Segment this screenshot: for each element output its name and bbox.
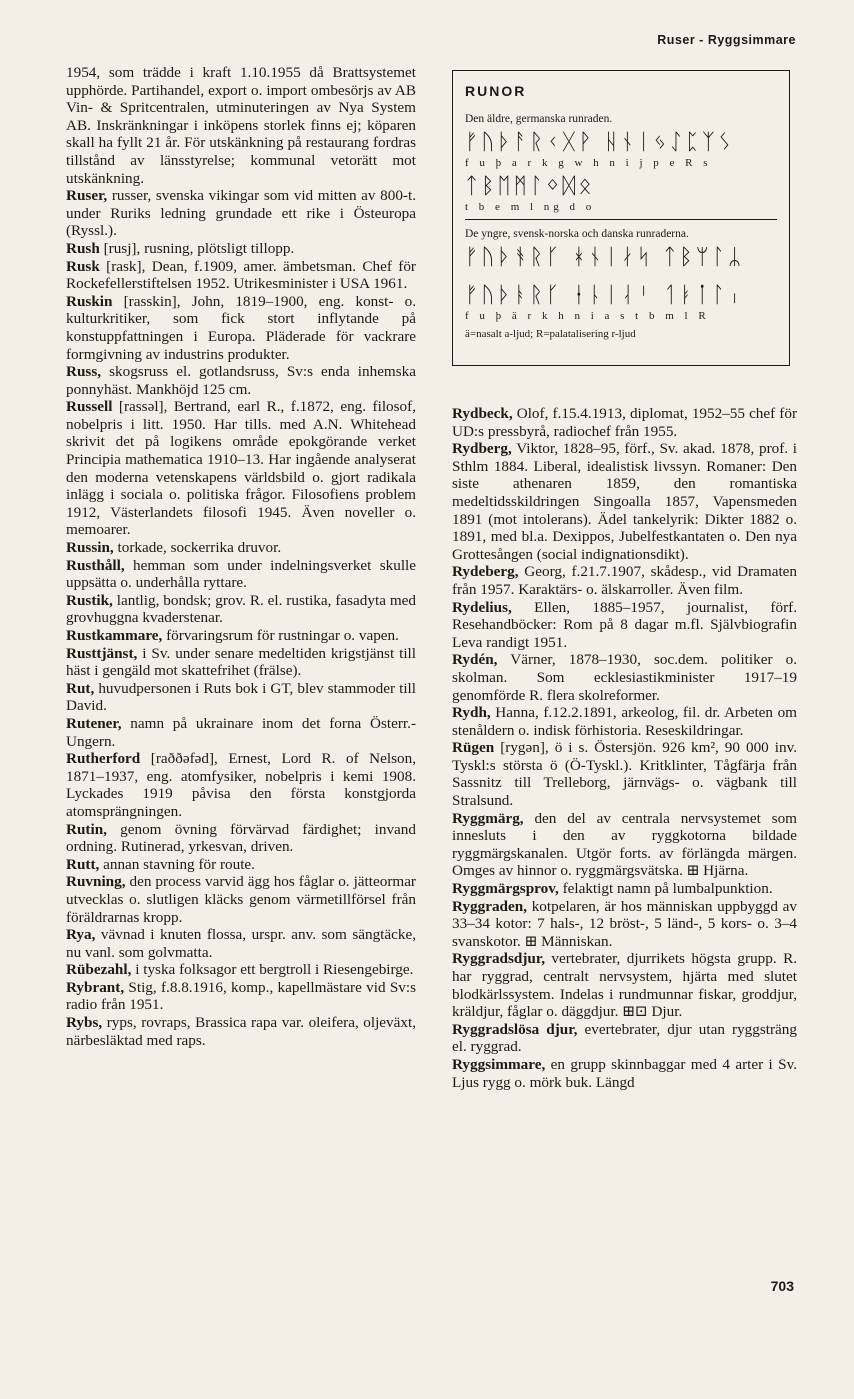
entry-headword: Rusthåll, xyxy=(66,556,125,574)
dictionary-entry xyxy=(452,599,797,652)
entry-text: annan stavning för route. xyxy=(99,855,255,873)
entry-headword: Rutener, xyxy=(66,714,122,732)
dictionary-entry xyxy=(452,563,797,598)
right-column xyxy=(452,405,797,1091)
entry-text: en grupp skinnbaggar med 4 arter i Sv. Ljus rygg o. mörk buk. Längd xyxy=(452,1055,797,1091)
dictionary-entry xyxy=(66,926,416,961)
entry-text: ryps, rovraps, Brassica rapa var. oleifera, oljeväxt, närbesläktad med raps. xyxy=(66,1014,416,1049)
dictionary-entry xyxy=(66,627,416,645)
entry-text: [rygən], ö i s. Östersjön. 926 km², 90 000 inv. Tyskl:s största ö (Ö-Tyskl.). Kritklinter, Tågfärja från Sassnitz till Trelleborg, järnvägs- o. vägbank till Stralsund. xyxy=(452,739,797,810)
runes-title: RUNOR xyxy=(465,83,527,99)
younger-runes-row-1: ᚠᚢᚦᚬᚱᚴ ᚼᚾᛁᛅᛋ ᛏᛒᛘᛚᛦ xyxy=(465,245,745,270)
dictionary-entry xyxy=(66,856,416,874)
entry-headword: Rya, xyxy=(66,926,96,944)
dictionary-entry xyxy=(452,739,797,809)
entry-text: huvudpersonen i Ruts bok i GT, blev stammoder till David. xyxy=(66,679,416,715)
entry-headword: Rübezahl, xyxy=(66,961,132,979)
entry-text: Ellen, 1885–1957, journalist, förf. Resehandböcker: Rom på 8 dagar m.fl. Självbiografin Leva randigt 1951. xyxy=(452,598,797,651)
entry-text: [raððəfəd], Ernest, Lord R. of Nelson, 1871–1937, eng. atomfysiker, nobelpris i kemi 1908. Lyckades 1919 påvisa den första konstgjorda atomsprängningen. xyxy=(66,750,416,820)
dictionary-entry xyxy=(66,750,416,820)
dictionary-entry xyxy=(452,810,797,880)
entry-headword: Rustkammare, xyxy=(66,627,163,644)
dictionary-entry xyxy=(452,880,797,898)
dictionary-entry xyxy=(66,539,416,557)
dictionary-entry xyxy=(452,704,797,739)
younger-runes-row-2: ᚠᚢᚦᚭᚱᚴ ᚽᚿᛁᛆᛌ ᛐᛓᛙᛚᛧ xyxy=(465,283,745,308)
entry-headword: Rydbeck, xyxy=(452,405,513,422)
entry-text: felaktigt namn på lumbalpunktion. xyxy=(558,880,773,898)
entry-text: Olof, f.15.4.1913, diplomat, 1952–55 chef för UD:s pressbyrå, radiochef från 1955. xyxy=(452,405,797,440)
entry-text: [rassəl], Bertrand, earl R., f.1872, eng. filosof, nobelpris i litt. 1950. Har tills. med A.N. Whitehead skrivit det på logikens område epokgörande verket Principia mathematica 1910–13. Har ingående analyserat den moderna vetenskapens världsbild o. gjort radikala inlägg i sociala o. politiska frågor. Filosofiens problem 1912, Västerlandets filosofi 1945. Även noveller o. memoarer. xyxy=(66,398,416,539)
entry-headword: Rydén, xyxy=(452,651,498,669)
entry-headword: Rush xyxy=(66,239,100,257)
entry-headword: Ryggradslösa djur, xyxy=(452,1020,578,1038)
entry-headword: Rusk xyxy=(66,257,100,275)
dictionary-entry xyxy=(66,363,416,398)
older-translit-2: t b e m l ng d o xyxy=(465,201,596,213)
entry-text: [rusj], rusning, plötsligt tillopp. xyxy=(99,239,295,257)
entry-headword: Ryggradsdjur, xyxy=(452,950,545,968)
runes-divider xyxy=(465,219,777,220)
dictionary-entry xyxy=(452,898,797,951)
entry-headword: Rut, xyxy=(66,679,95,697)
entry-headword: Rustik, xyxy=(66,591,113,609)
entry-headword: Ruser, xyxy=(66,187,108,205)
entry-text: evertebrater, djur utan ryggsträng el. ryggrad. xyxy=(452,1020,797,1056)
entry-headword: Rydberg, xyxy=(452,440,512,458)
dictionary-entry xyxy=(452,440,797,563)
dictionary-entry xyxy=(66,680,416,715)
dictionary-entry xyxy=(452,651,797,704)
entry-headword: Ryggmärg, xyxy=(452,809,524,827)
entry-text: vävnad i knuten flossa, urspr. anv. som sängtäcke, nu vanl. som golvmatta. xyxy=(66,926,416,961)
dictionary-entry xyxy=(66,873,416,926)
entry-headword: Ryggsimmare, xyxy=(452,1055,546,1073)
dictionary-entry xyxy=(66,961,416,979)
dictionary-entry xyxy=(66,258,416,293)
dictionary-entry xyxy=(66,979,416,1014)
entry-text: namn på ukrainare inom det forna Österr.-Ungern. xyxy=(66,714,416,750)
entry-text: i Sv. under senare medeltiden krigstjänst till häst i gengäld mot skattefrihet (frälse). xyxy=(66,644,416,680)
entry-headword: Russ, xyxy=(66,363,102,381)
dictionary-entry xyxy=(66,64,416,187)
entry-text: Stig, f.8.8.1916, komp., kapellmästare vid Sv:s radio från 1951. xyxy=(66,978,416,1014)
entry-text: förvaringsrum för rustningar o. vapen. xyxy=(162,627,399,644)
entry-text: genom övning förvärvad färdighet; invand ordning. Rutinerad, yrkesvan, driven. xyxy=(66,820,416,856)
entry-text: Hanna, f.12.2.1891, arkeolog, fil. dr. Arbeten om stenåldern o. indisk förhistoria. Reseskildringar. xyxy=(452,704,797,739)
entry-headword: Rydh, xyxy=(452,704,491,722)
entry-text: [rask], Dean, f.1909, amer. ämbetsman. Chef för Rockefellerstiftelsen 1952. Utrikesminister i USA 1961. xyxy=(66,257,416,293)
entry-headword: Ryggraden, xyxy=(452,897,527,915)
entry-text: Viktor, 1828–95, förf., Sv. akad. 1878, prof. i Sthlm 1884. Liberal, idealistisk livssyn. Romaner: Den siste athenaren 1859, den romantiska medeltidsskildringen Singoalla 1857, Vapensmeden 1891 (mot intolerans). Ädel tankelyrik: Dikter 1882 o. 1891, med bl.a. Dexippos, Jubelfestkantaten o. Den nya Grottesången (social indignationsdikt). xyxy=(452,440,797,563)
entry-text: i tyska folksagor ett bergtroll i Riesengebirge. xyxy=(131,961,414,979)
entry-text: vertebrater, djurrikets högsta grupp. R. har ryggrad, centralt nervsystem, hjärta med slutet blodkärlssystem. Indelas i rundmunnar fiskar, groddjur, kräldjur, fåglar o. däggdjur. ⊞⊡ Djur. xyxy=(452,950,797,1021)
dictionary-entry xyxy=(66,1014,416,1049)
entry-text: hemman som under indelningsverket skulle uppsätta o. underhålla ryttare. xyxy=(66,556,416,592)
runes-box xyxy=(452,70,790,366)
entry-headword: Ruvning, xyxy=(66,873,126,891)
entry-headword: Rybs, xyxy=(66,1014,103,1032)
older-runes-row-1: ᚠᚢᚦᚨᚱᚲᚷᚹ ᚺᚾᛁᛃᛇᛈᛉᛊ xyxy=(465,130,735,155)
dictionary-entry xyxy=(66,821,416,856)
entry-headword: Russin, xyxy=(66,539,114,557)
dictionary-entry xyxy=(66,398,416,539)
entry-headword: Rusttjänst, xyxy=(66,644,138,662)
entry-headword: Ruskin xyxy=(66,292,113,310)
dictionary-entry xyxy=(452,1056,797,1091)
dictionary-entry xyxy=(66,592,416,627)
entry-headword: Russell xyxy=(66,398,113,416)
entry-headword: Rutt, xyxy=(66,855,100,873)
dictionary-entry xyxy=(66,645,416,680)
entry-text: torkade, sockerrika druvor. xyxy=(113,539,282,557)
older-translit-1: f u þ a r k g w h n i j p e R s xyxy=(465,157,712,169)
entry-headword: Ryggmärgsprov, xyxy=(452,880,559,898)
dictionary-entry xyxy=(66,715,416,750)
left-column xyxy=(66,64,416,1049)
entry-text: lantlig, bondsk; grov. R. el. rustika, fasadyta med grovhuggna kvaderstenar. xyxy=(66,591,416,627)
entry-text: Georg, f.21.7.1907, skådesp., vid Dramaten från 1957. Karaktärs- o. älskarroller. Även film. xyxy=(452,563,797,598)
entry-text: den process varvid ägg hos fåglar o. jätteormar utvecklas o. slutligen kläcks genom värmetillförsel från föräldrarnas kropp. xyxy=(66,873,416,926)
entry-text: Värner, 1878–1930, soc.dem. politiker o. skolman. Som ecklesiastikminister 1917–19 genomförde R. flera skolreformer. xyxy=(452,651,797,704)
entry-text: russer, svenska vikingar som vid mitten av 800-t. under Ruriks ledning grundade ett rike i Östeuropa (Ryssl.). xyxy=(66,187,416,240)
younger-translit: f u þ ä r k h n i a s t b m l R xyxy=(465,310,710,322)
dictionary-entry xyxy=(452,1021,797,1056)
page-number: 703 xyxy=(770,1278,794,1294)
page-header: Ruser - Ryggsimmare xyxy=(657,33,796,47)
dictionary-entry xyxy=(66,557,416,592)
entry-headword: Rydeberg, xyxy=(452,563,519,581)
dictionary-entry xyxy=(452,405,797,440)
entry-headword: Rügen xyxy=(452,739,495,757)
entry-text: [rasskin], John, 1819–1900, eng. konst- o. kulturkritiker, som fick stort inflytande på konstuppfattningen i Europa. Pläderade för vackrare formgivning av industrins produkter. xyxy=(66,292,416,363)
entry-text: den del av centrala nervsystemet som innesluts i den av ryggkotorna bildade ryggmärgskanalen. Utgör forts. av förlängda märgen. Omges av hinnor o. ryggmärgsvätska. ⊞ Hjärna. xyxy=(452,809,797,880)
entry-text: kotpelaren, är hos människan uppbyggd av 33–34 kotor: 7 hals-, 12 bröst-, 5 länd-, 5 kors- o. 3–4 svanskotor. ⊞ Människan. xyxy=(452,897,797,950)
younger-runes-caption: De yngre, svensk-norska och danska runraderna. xyxy=(465,228,689,240)
dictionary-entry xyxy=(66,187,416,240)
runes-note: ä=nasalt a-ljud; R=palatalisering r-ljud xyxy=(465,328,636,340)
entry-headword: Rydelius, xyxy=(452,598,512,616)
dictionary-entry xyxy=(66,240,416,258)
dictionary-entry xyxy=(66,293,416,363)
entry-headword: Rutherford xyxy=(66,750,141,768)
entry-text: 1954, som trädde i kraft 1.10.1955 då Brattsystemet upphörde. Partihandel, export o. import ombesörjs av AB Vin- & Spritcentralen, utminuteringen av Nya System AB. Inskränkningar i inköpens storlek finns ej; köparen skall ha fyllt 21 år. För utskänkning på restaurang fordras tillstånd av länsstyrelse; kommunal vetorätt mot utskänkning. xyxy=(66,64,416,187)
entry-text: skogsruss el. gotlandsruss, Sv:s enda inhemska ponnyhäst. Mankhöjd 125 cm. xyxy=(66,363,416,398)
dictionary-entry xyxy=(452,950,797,1020)
entry-headword: Rutin, xyxy=(66,820,107,838)
older-runes-caption: Den äldre, germanska runraden. xyxy=(465,113,613,125)
entry-headword: Rybrant, xyxy=(66,978,125,996)
older-runes-row-2: ᛏᛒᛖᛗᛚᛜᛞᛟ xyxy=(465,174,595,199)
